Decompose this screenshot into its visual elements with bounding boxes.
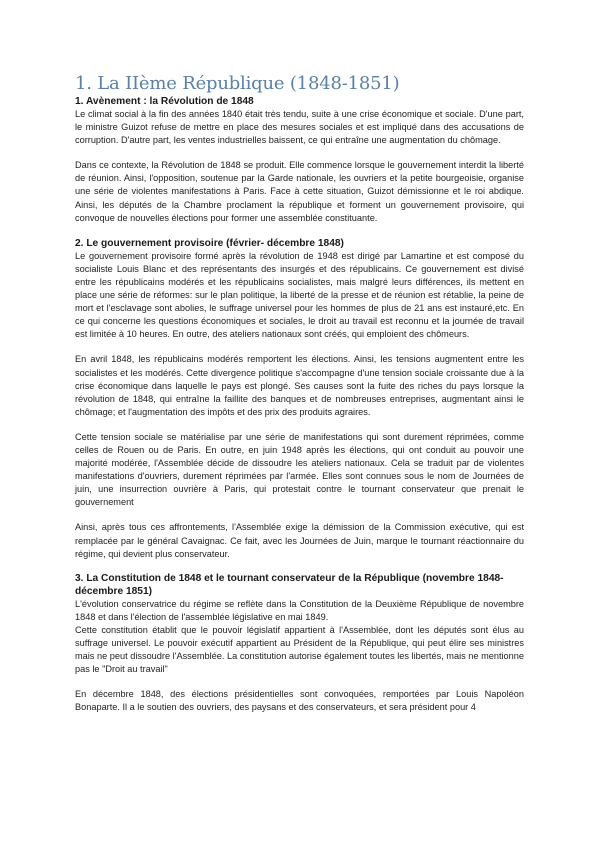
section-3-paragraph-1: L'évolution conservatrice du régime se reflète dans la Constitution de la Deuxième République de novembre 1848 et dans l'élection de l'assemblée législative en mai 1849. [75, 598, 524, 622]
section-1-heading: 1. Avènement : la Révolution de 1848 [75, 96, 254, 107]
section-1-paragraph-1: Le climat social à la fin des années 1840 était très tendu, suite à une crise économique et sociale. D'une part, le ministre Guizot refuse de mettre en place des mesures sociales et est impliqué dans des accusations de corruption. D'autre part, les ventes industrielles baissent, ce qui entraîne une augmentation du chômage. [75, 109, 524, 146]
section-1 [75, 95, 524, 225]
section-2-paragraph-2: En avril 1848, les républicains modérés remportent les élections. Ainsi, les tensions augmentent entre les socialistes et les modérés. Cette divergence politique s'accompagne d'une tension sociale croissante due à la crise économique dans laquelle le pays est plongé. Ses causes sont la fuite des riches du pays lorsque la révolution de 1848, qui entraîne la faillite des banques et de nombreuses entreprises, augmentant ainsi le chômage; et l'augmentation des impôts et des prix des produits agraires. [75, 354, 524, 417]
section-3-heading: 3. La Constitution de 1848 et le tournant conservateur de la République (novembre 1848-décembre 1851) [75, 572, 504, 597]
section-3 [75, 572, 524, 715]
section-3-paragraph-2: Cette constitution établit que le pouvoir législatif appartient à l'Assemblée, dont les députés sont élus au suffrage universel. Le pouvoir exécutif appartient au Président de la République, qui peut élire ses ministres mais ne peut dissoudre l'Assemblée. La constitution autorise également toutes les libertés, mais ne mentionne pas le "Droit au travail" [75, 624, 524, 675]
section-1-paragraph-2: Dans ce contexte, la Révolution de 1848 se produit. Elle commence lorsque le gouvernement interdit la liberté de réunion. Ainsi, l'opposition, soutenue par la Garde nationale, les ouvriers et la petite bourgeoisie, organise une série de violentes manifestations à Paris. Face à cette situation, Guizot démissionne et le roi abdique. Ainsi, les députés de la Chambre proclament la république et forment un gouvernement provisoire, qui convoque de nouvelles élections pour former une assemblée constituante. [75, 160, 524, 223]
section-3-paragraph-3: En décembre 1848, des élections présidentielles sont convoquées, remportées par Louis Napoléon Bonaparte. Il a le soutien des ouvriers, des paysans et des conservateurs, et sera président pour 4 [75, 689, 524, 713]
section-2-paragraph-1: Le gouvernement provisoire formé après la révolution de 1948 est dirigé par Lamartine et est composé du socialiste Louis Blanc et des représentants des insurgés et des républicains. Ce gouvernement est divisé entre les républicains modérés et les républicains socialistes, mais malgré leurs différences, ils mettent en place une série de réformes: sur le plan politique, la liberté de la presse et de réunion est rétablie, la peine de mort et l'esclavage sont abolies, le suffrage universel pour les hommes de plus de 21 ans est instauré,etc. En ce qui concerne les questions économiques et sociales, le droit au travail est reconnu et la journée de travail est limitée à 10 heures. En outre, des ateliers nationaux sont créés, qui emploient des chômeurs. [75, 250, 524, 340]
section-2-paragraph-3: Cette tension sociale se matérialise par une série de manifestations qui sont durement réprimées, comme celles de Rouen ou de Paris. En outre, en juin 1948 après les élections, qui ont conduit au pouvoir une majorité modérée, l'Assemblée décide de dissoudre les ateliers nationaux. Cela se traduit par de violentes manifestations d'ouvriers, durement réprimées par l'armée. Elles sont connues sous le nom de Journées de juin, une insurrection ouvrière à Paris, qui protestait contre le tournant conservateur que prenait le gouvernement [75, 431, 524, 508]
section-2 [75, 237, 524, 561]
document-title: 1. La IIème République (1848-1851) [75, 73, 400, 94]
section-2-paragraph-4: Ainsi, après tous ces affrontements, l'Assemblée exige la démission de la Commission exécutive, qui est remplacée par le général Cavaignac. Ce fait, avec les Journées de Juin, marque le tournant réactionnaire du régime, qui devient plus conservateur. [75, 522, 524, 559]
section-2-heading: 2. Le gouvernement provisoire (février- décembre 1848) [75, 237, 344, 249]
